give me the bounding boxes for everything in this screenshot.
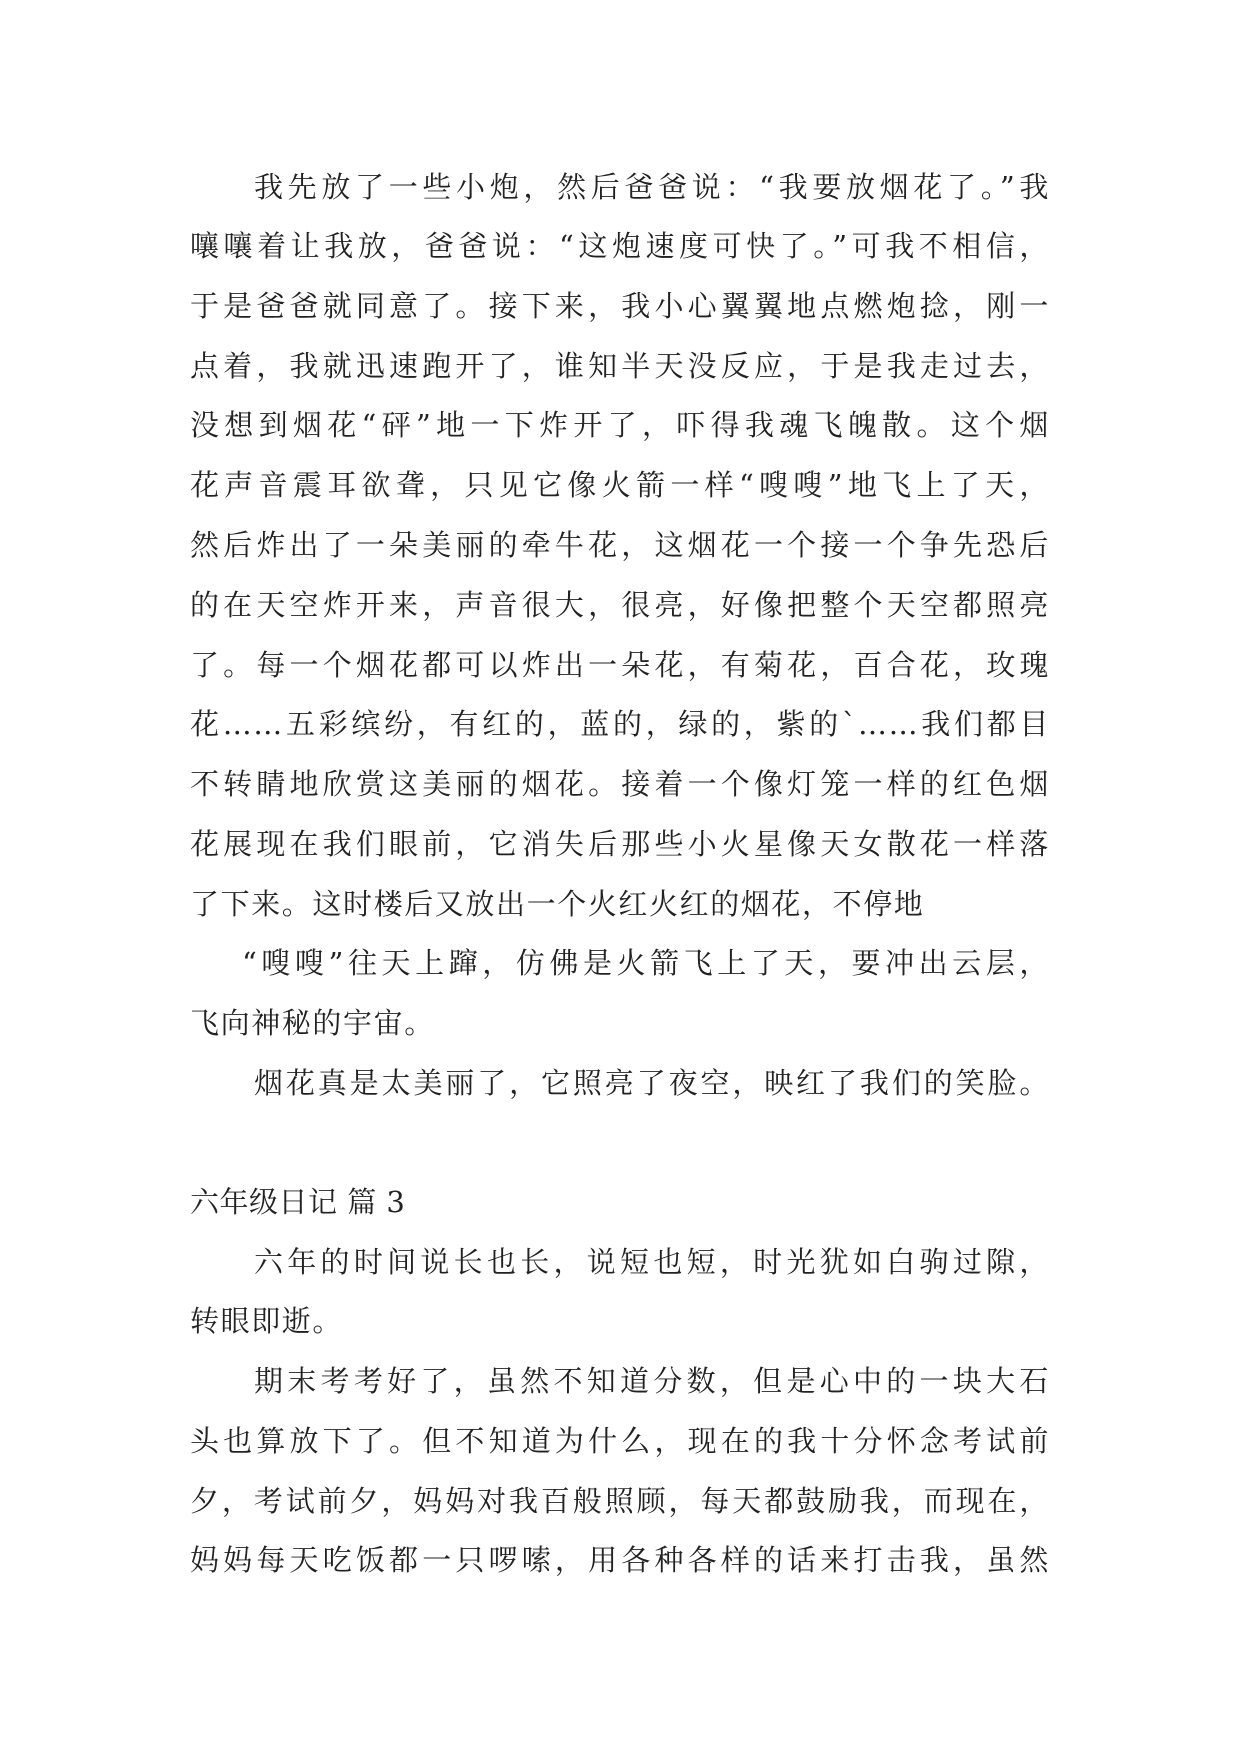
paragraph-line: 花声音震耳欲聋，只见它像火箭一样“嗖嗖”地飞上了天， [190, 468, 1050, 502]
section-heading: 六年级日记 篇 3 [190, 1185, 406, 1219]
paragraph-line: 夕，考试前夕，妈妈对我百般照顾，每天都鼓励我，而现在， [190, 1484, 1050, 1518]
paragraph-line: 飞向神秘的宇宙。 [190, 1006, 435, 1040]
paragraph-line: 了。每一个烟花都可以炸出一朵花，有菊花，百合花，玫瑰 [190, 648, 1050, 682]
paragraph-line: 不转睛地欣赏这美丽的烟花。接着一个像灯笼一样的红色烟 [190, 767, 1050, 801]
paragraph-line: 的在天空炸开来，声音很大，很亮，好像把整个天空都照亮 [190, 588, 1050, 622]
paragraph-line: 嚷嚷着让我放，爸爸说：“这炮速度可快了。”可我不相信， [190, 229, 1050, 263]
paragraph-line: 六年的时间说长也长，说短也短，时光犹如白驹过隙， [254, 1245, 1050, 1279]
paragraph-line: 头也算放下了。但不知道为什么，现在的我十分怀念考试前 [190, 1424, 1050, 1458]
paragraph-line: 点着，我就迅速跑开了，谁知半天没反应，于是我走过去， [190, 349, 1050, 383]
paragraph-line: 没想到烟花“砰”地一下炸开了，吓得我魂飞魄散。这个烟 [190, 408, 1050, 442]
paragraph-line: 期末考考好了，虽然不知道分数，但是心中的一块大石 [254, 1364, 1050, 1398]
paragraph-line: 转眼即逝。 [190, 1304, 344, 1338]
paragraph-line: 花展现在我们眼前，它消失后那些小火星像天女散花一样落 [190, 827, 1050, 861]
paragraph-line: 了下来。这时楼后又放出一个火红火红的烟花，不停地 [190, 887, 925, 921]
paragraph-line: 于是爸爸就同意了。接下来，我小心翼翼地点燃炮捻，刚一 [190, 289, 1050, 323]
paragraph-line: 我先放了一些小炮，然后爸爸说：“我要放烟花了。”我 [254, 170, 1050, 204]
paragraph-line: 烟花真是太美丽了，它照亮了夜空，映红了我们的笑脸。 [254, 1066, 1050, 1100]
paragraph-line: 妈妈每天吃饭都一只啰嗦，用各种各样的话来打击我，虽然 [190, 1543, 1050, 1577]
paragraph-line: “嗖嗖”往天上蹿，仿佛是火箭飞上了天，要冲出云层， [242, 946, 1050, 980]
paragraph-line: 然后炸出了一朵美丽的牵牛花，这烟花一个接一个争先恐后 [190, 528, 1050, 562]
paragraph-line: 花……五彩缤纷，有红的，蓝的，绿的，紫的`……我们都目 [190, 707, 1050, 741]
